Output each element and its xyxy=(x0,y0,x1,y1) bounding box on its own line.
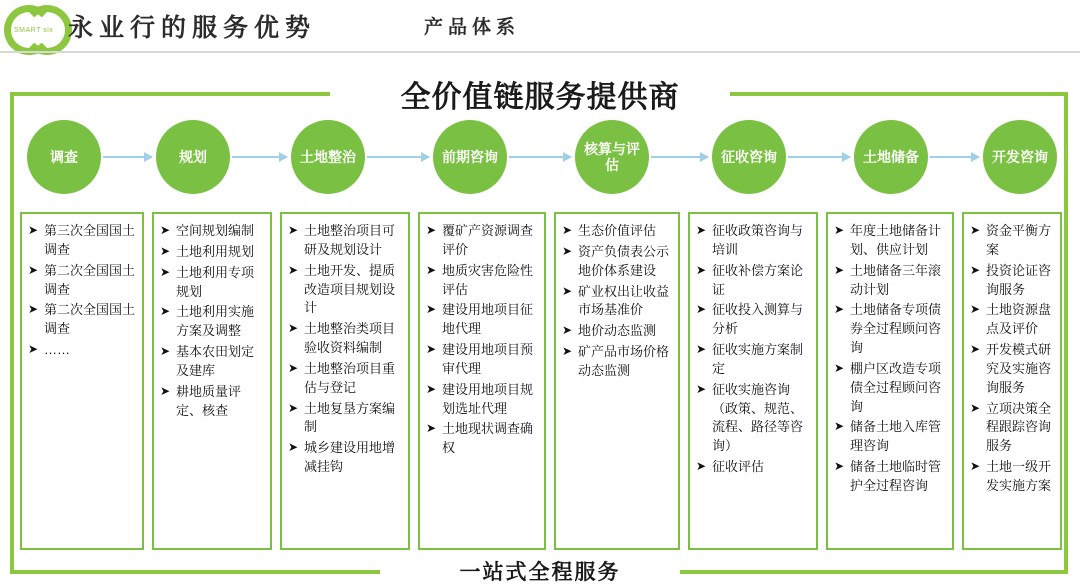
company-logo xyxy=(4,2,62,46)
flow-node-1[interactable] xyxy=(156,120,230,194)
list-item-label: 征收补偿方案论证 xyxy=(712,262,804,297)
list-item-label: 土地复垦方案编制 xyxy=(304,400,396,435)
list-item-label: 资产负债表公示地价体系建设 xyxy=(578,243,670,278)
process-flow xyxy=(18,120,1064,198)
list-item-label: 土地现状调查确权 xyxy=(442,421,534,456)
chevron-right-icon: ➤ xyxy=(160,344,171,359)
flow-node-label: 前期咨询 xyxy=(442,148,498,165)
list-item xyxy=(970,222,1054,260)
list-item-label: 征收实施咨询（政策、规范、流程、路径等咨询） xyxy=(712,381,804,454)
list-item xyxy=(970,301,1054,339)
list-item-label: 年度土地储备计划、供应计划 xyxy=(850,223,942,257)
list-item-label: 矿业权出让收益市场基准价 xyxy=(578,283,670,318)
list-item xyxy=(970,400,1054,457)
list-item-label: 地质灾害危险性评估 xyxy=(442,262,534,297)
service-column-acquisition-consulting xyxy=(688,212,818,550)
chevron-right-icon: ➤ xyxy=(696,459,707,474)
list-item xyxy=(426,341,538,379)
list-item-label: 空间规划编制 xyxy=(176,223,255,238)
list-item-label: 土地整治类项目验收资料编制 xyxy=(304,321,396,356)
flow-node-label: 土地整治 xyxy=(300,148,356,165)
list-item xyxy=(834,458,946,496)
list-item xyxy=(160,222,264,241)
chevron-right-icon: ➤ xyxy=(696,262,707,277)
list-item-label: 建设用地项目预审代理 xyxy=(442,342,534,376)
flow-arrow-2 xyxy=(367,156,429,158)
list-item xyxy=(696,341,810,379)
list-item-label: 地价动态监测 xyxy=(578,323,657,339)
chevron-right-icon: ➤ xyxy=(696,381,707,396)
chevron-right-icon: ➤ xyxy=(562,223,573,237)
flow-node-7[interactable] xyxy=(983,120,1057,194)
list-item-label: 土地整治项目重估与登记 xyxy=(304,360,396,395)
chevron-right-icon: ➤ xyxy=(288,440,299,455)
service-column-development-consulting xyxy=(962,212,1062,550)
flow-node-0[interactable] xyxy=(27,120,101,194)
flow-node-label: 开发咨询 xyxy=(992,148,1048,165)
service-column-survey xyxy=(20,212,144,550)
flow-arrow-1 xyxy=(232,156,287,158)
chevron-right-icon: ➤ xyxy=(288,400,299,415)
list-item xyxy=(28,301,136,339)
list-item-label: 建设用地项目规划选址代理 xyxy=(442,381,534,416)
list-item xyxy=(834,418,946,456)
list-item xyxy=(426,222,538,260)
list-item xyxy=(28,341,136,360)
list-item xyxy=(288,222,402,260)
flow-node-label: 调查 xyxy=(50,148,78,165)
chevron-right-icon: ➤ xyxy=(160,223,171,237)
chevron-right-icon: ➤ xyxy=(160,383,171,398)
chevron-right-icon: ➤ xyxy=(562,323,573,338)
flow-node-2[interactable] xyxy=(291,120,365,194)
list-item-label: 征收实施方案制定 xyxy=(712,342,804,376)
list-item xyxy=(562,343,672,381)
chevron-right-icon: ➤ xyxy=(426,342,437,357)
list-item xyxy=(28,262,136,300)
list-item-label: 土地开发、提质改造项目规划设计 xyxy=(304,262,396,316)
chevron-right-icon: ➤ xyxy=(834,360,845,375)
flow-node-3[interactable] xyxy=(433,120,507,194)
list-item xyxy=(562,222,672,241)
list-item xyxy=(562,322,672,341)
chevron-right-icon: ➤ xyxy=(426,381,437,396)
list-item-label: 储备土地临时管护全过程咨询 xyxy=(850,459,942,493)
chevron-right-icon: ➤ xyxy=(28,223,39,237)
chevron-right-icon: ➤ xyxy=(696,342,707,357)
chevron-right-icon: ➤ xyxy=(426,262,437,277)
list-item xyxy=(834,360,946,417)
chevron-right-icon: ➤ xyxy=(970,459,981,474)
list-item xyxy=(160,303,264,341)
list-item xyxy=(288,320,402,358)
list-item-label: 资金平衡方案 xyxy=(986,223,1052,257)
chevron-right-icon: ➤ xyxy=(288,321,299,336)
flow-node-4[interactable] xyxy=(575,120,649,194)
chevron-right-icon: ➤ xyxy=(696,223,707,237)
list-item xyxy=(696,458,810,477)
list-item-label: 第二次全国国土调查 xyxy=(44,302,136,337)
flow-node-label: 核算与评估 xyxy=(584,140,640,173)
list-item xyxy=(426,301,538,339)
header-divider xyxy=(0,51,1080,53)
list-item-label: 土地储备专项债券全过程顾问咨询 xyxy=(850,302,942,356)
list-item-label: 征收政策咨询与培训 xyxy=(712,223,804,257)
list-item-label: 土地利用规划 xyxy=(176,243,255,259)
list-item xyxy=(562,283,672,321)
flow-node-5[interactable] xyxy=(712,120,786,194)
chevron-right-icon: ➤ xyxy=(834,223,845,237)
list-item-label: 建设用地项目征地代理 xyxy=(442,302,534,337)
chevron-right-icon: ➤ xyxy=(562,283,573,298)
chevron-right-icon: ➤ xyxy=(288,262,299,277)
list-item-label: 城乡建设用地增减挂钩 xyxy=(304,440,396,475)
list-item-label: 投资论证咨询服务 xyxy=(986,262,1052,297)
logo-text: SMART six xyxy=(14,27,54,34)
chevron-right-icon: ➤ xyxy=(562,243,573,258)
list-item xyxy=(834,262,946,300)
list-item xyxy=(426,262,538,300)
list-item-label: 土地一级开发实施方案 xyxy=(986,459,1052,493)
list-item xyxy=(970,458,1054,496)
list-item-label: 征收评估 xyxy=(712,459,765,475)
list-item xyxy=(834,301,946,358)
list-item xyxy=(160,383,264,421)
chevron-right-icon: ➤ xyxy=(288,223,299,237)
list-item-label: 第二次全国国土调查 xyxy=(44,262,136,297)
flow-node-6[interactable] xyxy=(854,120,928,194)
list-item xyxy=(426,381,538,419)
list-item-label: 土地利用专项规划 xyxy=(176,264,255,299)
list-item-label: 土地利用实施方案及调整 xyxy=(176,304,255,339)
flow-arrow-3 xyxy=(509,156,571,158)
list-item-label: 覆矿产资源调查评价 xyxy=(442,223,534,257)
list-item xyxy=(288,439,402,477)
chevron-right-icon: ➤ xyxy=(28,342,39,357)
chevron-right-icon: ➤ xyxy=(696,302,707,317)
list-item xyxy=(696,381,810,456)
service-column-planning xyxy=(152,212,272,550)
chevron-right-icon: ➤ xyxy=(426,302,437,317)
list-item-label: 征收投入测算与分析 xyxy=(712,302,804,337)
header-subtitle: 产品体系 xyxy=(424,17,521,38)
list-item xyxy=(834,222,946,260)
list-item xyxy=(426,420,538,458)
flow-node-label: 征收咨询 xyxy=(721,148,777,165)
flow-arrow-4 xyxy=(651,156,708,158)
flow-arrow-0 xyxy=(103,156,152,158)
list-item-label: 矿产品市场价格动态监测 xyxy=(578,344,670,378)
diagram-title: 全价值链服务提供商 xyxy=(400,81,680,114)
service-columns xyxy=(20,212,1062,550)
chevron-right-icon: ➤ xyxy=(288,360,299,375)
chevron-right-icon: ➤ xyxy=(834,459,845,474)
list-item-label: 开发模式研究及实施咨询服务 xyxy=(986,342,1052,395)
list-item-label: 耕地质量评定、核查 xyxy=(176,383,242,418)
chevron-right-icon: ➤ xyxy=(426,223,437,237)
list-item xyxy=(288,400,402,438)
chevron-right-icon: ➤ xyxy=(970,223,981,237)
list-item xyxy=(696,262,810,300)
page-header xyxy=(0,0,1080,52)
chevron-right-icon: ➤ xyxy=(970,262,981,277)
list-item xyxy=(28,222,136,260)
list-item-label: 第三次全国国土调查 xyxy=(44,223,136,257)
chevron-right-icon: ➤ xyxy=(834,419,845,434)
chevron-right-icon: ➤ xyxy=(562,344,573,359)
list-item-label: 土地储备三年滚动计划 xyxy=(850,262,942,297)
list-item xyxy=(562,243,672,281)
chevron-right-icon: ➤ xyxy=(970,342,981,357)
service-column-land-remediation xyxy=(280,212,410,550)
list-item-label: 储备土地入库管理咨询 xyxy=(850,419,942,454)
flow-arrow-6 xyxy=(930,156,979,158)
list-item xyxy=(970,341,1054,398)
list-item xyxy=(288,262,402,319)
chevron-right-icon: ➤ xyxy=(426,421,437,436)
chevron-right-icon: ➤ xyxy=(160,264,171,279)
diagram-footer-title: 一站式全程服务 xyxy=(459,561,621,584)
service-column-early-consulting xyxy=(418,212,546,550)
flow-arrow-5 xyxy=(788,156,850,158)
list-item-label: 生态价值评估 xyxy=(578,223,657,238)
chevron-right-icon: ➤ xyxy=(970,302,981,317)
chevron-right-icon: ➤ xyxy=(28,262,39,277)
chevron-right-icon: ➤ xyxy=(834,302,845,317)
list-item-label: 棚户区改造专项债全过程顾问咨询 xyxy=(850,360,942,414)
flow-node-label: 规划 xyxy=(179,148,207,165)
chevron-right-icon: ➤ xyxy=(834,262,845,277)
list-item-label: 立项决策全程跟踪咨询服务 xyxy=(986,400,1052,454)
list-item xyxy=(160,343,264,381)
flow-node-label: 土地储备 xyxy=(863,148,919,165)
service-column-accounting-evaluation xyxy=(554,212,680,550)
list-item xyxy=(160,243,264,262)
list-item xyxy=(696,301,810,339)
chevron-right-icon: ➤ xyxy=(28,302,39,317)
chevron-right-icon: ➤ xyxy=(160,243,171,258)
list-item xyxy=(696,222,810,260)
list-item xyxy=(288,360,402,398)
chevron-right-icon: ➤ xyxy=(160,304,171,319)
list-item-label: …… xyxy=(44,342,70,358)
list-item-label: 基本农田划定及建库 xyxy=(176,344,255,378)
header-title: 永业行的服务优势 xyxy=(68,14,317,42)
service-column-land-reserve xyxy=(826,212,954,550)
chevron-right-icon: ➤ xyxy=(970,400,981,415)
list-item xyxy=(160,264,264,302)
list-item-label: 土地资源盘点及评价 xyxy=(986,302,1052,337)
list-item xyxy=(970,262,1054,300)
list-item-label: 土地整治项目可研及规划设计 xyxy=(304,223,396,257)
